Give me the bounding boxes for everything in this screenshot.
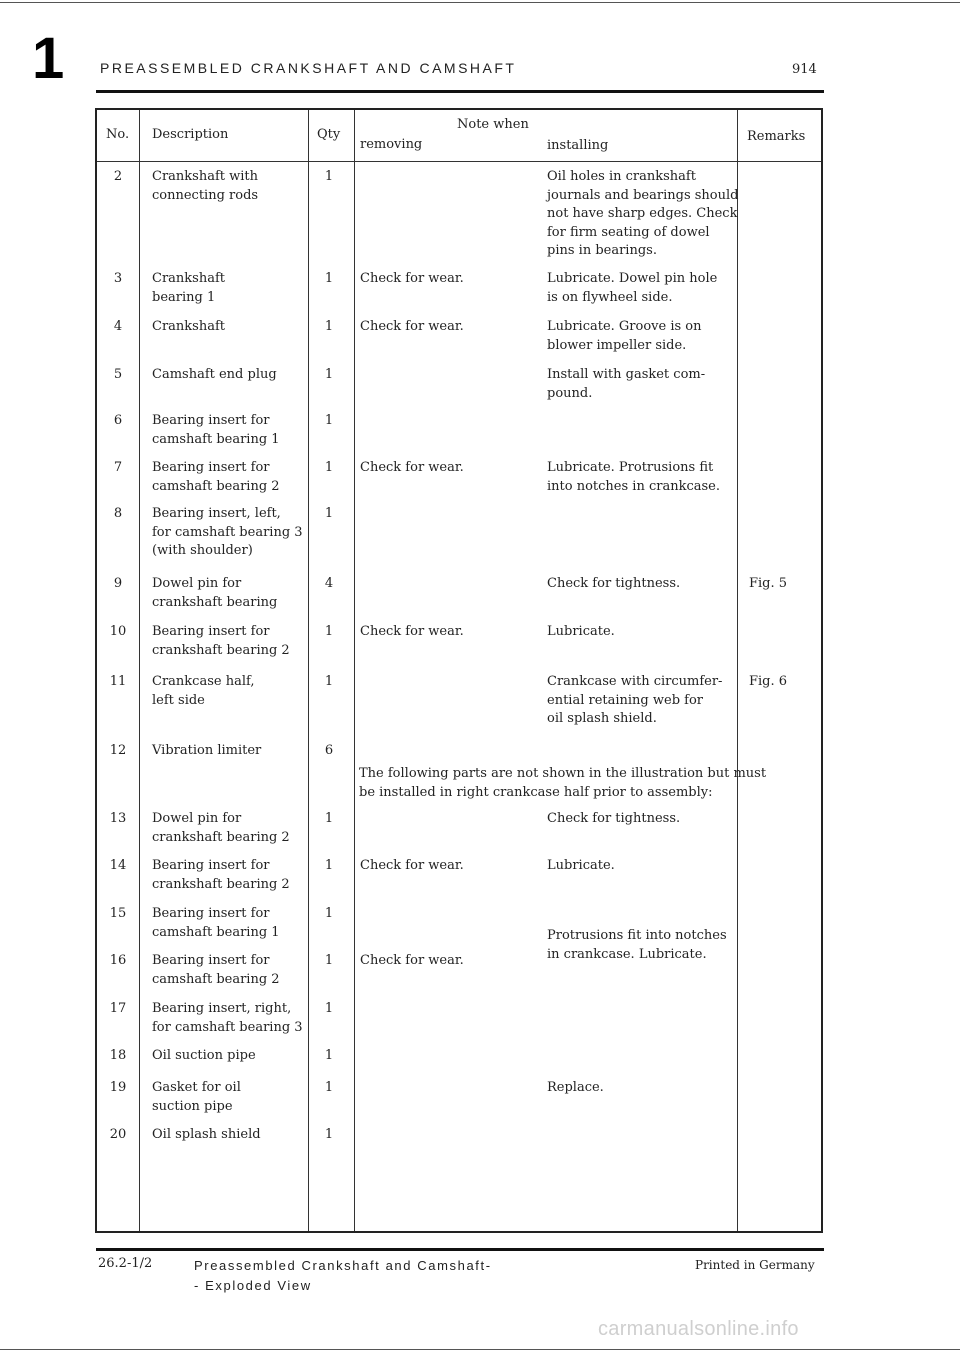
row-removing: Check for wear. xyxy=(360,319,464,334)
row-qty: 1 xyxy=(324,367,334,382)
footer-printed: Printed in Germany xyxy=(695,1258,815,1272)
column-divider xyxy=(354,110,355,1231)
bottom-border-line xyxy=(0,1349,960,1350)
row-number: 16 xyxy=(109,953,127,968)
shared-install-note: Protrusions fit into notches in crankcase. Lubricate. xyxy=(547,928,727,962)
row-description: Dowel pin for crankshaft bearing xyxy=(152,576,278,610)
row-qty: 1 xyxy=(324,319,334,334)
header-remarks: Remarks xyxy=(747,129,806,144)
row-number: 20 xyxy=(109,1127,127,1142)
footer-code: 26.2-1/2 xyxy=(98,1256,153,1271)
row-description: Oil splash shield xyxy=(152,1127,261,1142)
row-number: 15 xyxy=(109,906,127,921)
row-qty: 1 xyxy=(324,1127,334,1142)
row-description: Bearing insert for camshaft bearing 2 xyxy=(152,953,280,987)
row-installing: Crankcase with circumfer- ential retaining web for oil splash shield. xyxy=(547,674,723,726)
row-number: 12 xyxy=(109,743,127,758)
column-divider xyxy=(737,110,738,1231)
row-description: Camshaft end plug xyxy=(152,367,277,382)
footer-title: Preassembled Crankshaft and Camshaft- - Exploded View xyxy=(194,1258,492,1293)
row-qty: 4 xyxy=(324,576,334,591)
footer-rule xyxy=(96,1248,824,1251)
row-installing: Lubricate. Protrusions fit into notches in crankcase. xyxy=(547,460,720,494)
page-number: 914 xyxy=(792,62,817,77)
row-qty: 1 xyxy=(324,1048,334,1063)
header-divider xyxy=(97,161,821,162)
row-remarks: Fig. 5 xyxy=(749,576,788,591)
row-removing: Check for wear. xyxy=(360,271,464,286)
column-divider xyxy=(308,110,309,1231)
row-description: Dowel pin for crankshaft bearing 2 xyxy=(152,811,290,845)
parts-table xyxy=(95,108,823,1233)
row-description: Bearing insert for camshaft bearing 1 xyxy=(152,906,280,940)
row-qty: 1 xyxy=(324,674,334,689)
row-description: Bearing insert for crankshaft bearing 2 xyxy=(152,858,290,892)
row-installing: Lubricate. xyxy=(547,624,615,639)
row-installing: Lubricate. Groove is on blower impeller side. xyxy=(547,319,702,353)
row-number: 13 xyxy=(109,811,127,826)
row-number: 14 xyxy=(109,858,127,873)
row-qty: 1 xyxy=(324,953,334,968)
row-description: Vibration limiter xyxy=(152,743,262,758)
row-description: Bearing insert for camshaft bearing 2 xyxy=(152,460,280,494)
section-number: 1 xyxy=(32,26,65,91)
row-description: Crankshaft bearing 1 xyxy=(152,271,225,305)
row-removing: Check for wear. xyxy=(360,858,464,873)
row-removing: Check for wear. xyxy=(360,953,464,968)
row-qty: 1 xyxy=(324,169,334,184)
row-number: 17 xyxy=(109,1001,127,1016)
watermark: carmanualsonline.info xyxy=(598,1318,799,1340)
header-qty: Qty xyxy=(317,127,341,142)
row-number: 19 xyxy=(109,1080,127,1095)
row-removing: Check for wear. xyxy=(360,460,464,475)
top-border-line xyxy=(0,2,960,3)
header-no: No. xyxy=(106,127,130,142)
row-installing: Check for tightness. xyxy=(547,811,681,826)
row-qty: 1 xyxy=(324,811,334,826)
header-removing: removing xyxy=(360,137,423,152)
row-qty: 6 xyxy=(324,743,334,758)
row-description: Oil suction pipe xyxy=(152,1048,256,1063)
row-qty: 1 xyxy=(324,858,334,873)
row-qty: 1 xyxy=(324,1001,334,1016)
row-description: Bearing insert, right, for camshaft bearing 3 xyxy=(152,1001,303,1035)
row-installing: Lubricate. Dowel pin hole is on flywheel side. xyxy=(547,271,718,305)
row-qty: 1 xyxy=(324,1080,334,1095)
row-number: 7 xyxy=(113,460,123,475)
header-installing: installing xyxy=(547,138,609,153)
row-description: Crankcase half, left side xyxy=(152,674,255,708)
row-remarks: Fig. 6 xyxy=(749,674,788,689)
header-rule xyxy=(96,90,824,93)
row-installing: Lubricate. xyxy=(547,858,615,873)
row-qty: 1 xyxy=(324,906,334,921)
row-installing: Install with gasket com- pound. xyxy=(547,367,706,401)
full-width-note: The following parts are not shown in the illustration but must be installed in right crankcase half prior to assembly: xyxy=(359,766,767,800)
row-description: Bearing insert, left, for camshaft bearing 3 (with shoulder) xyxy=(152,506,303,558)
row-qty: 1 xyxy=(324,271,334,286)
page-title: PREASSEMBLED CRANKSHAFT AND CAMSHAFT xyxy=(100,60,517,76)
row-qty: 1 xyxy=(324,460,334,475)
row-installing: Replace. xyxy=(547,1080,604,1095)
header-description: Description xyxy=(152,127,229,142)
row-description: Crankshaft xyxy=(152,319,225,334)
row-number: 2 xyxy=(113,169,123,184)
row-qty: 1 xyxy=(324,624,334,639)
row-installing: Oil holes in crankshaft journals and bearings should not have sharp edges. Check for firm seating of dowel pins in bearings. xyxy=(547,169,739,258)
row-installing: Check for tightness. xyxy=(547,576,681,591)
row-qty: 1 xyxy=(324,413,334,428)
row-number: 6 xyxy=(113,413,123,428)
row-description: Bearing insert for crankshaft bearing 2 xyxy=(152,624,290,658)
row-description: Crankshaft with connecting rods xyxy=(152,169,259,203)
row-qty: 1 xyxy=(324,506,334,521)
row-number: 4 xyxy=(113,319,123,334)
row-number: 5 xyxy=(113,367,123,382)
row-number: 9 xyxy=(113,576,123,591)
row-number: 18 xyxy=(109,1048,127,1063)
row-number: 8 xyxy=(113,506,123,521)
row-number: 3 xyxy=(113,271,123,286)
column-divider xyxy=(139,110,140,1231)
row-number: 10 xyxy=(109,624,127,639)
row-description: Gasket for oil suction pipe xyxy=(152,1080,241,1114)
row-description: Bearing insert for camshaft bearing 1 xyxy=(152,413,280,447)
row-number: 11 xyxy=(109,674,127,689)
header-note-when: Note when xyxy=(457,117,529,132)
row-removing: Check for wear. xyxy=(360,624,464,639)
